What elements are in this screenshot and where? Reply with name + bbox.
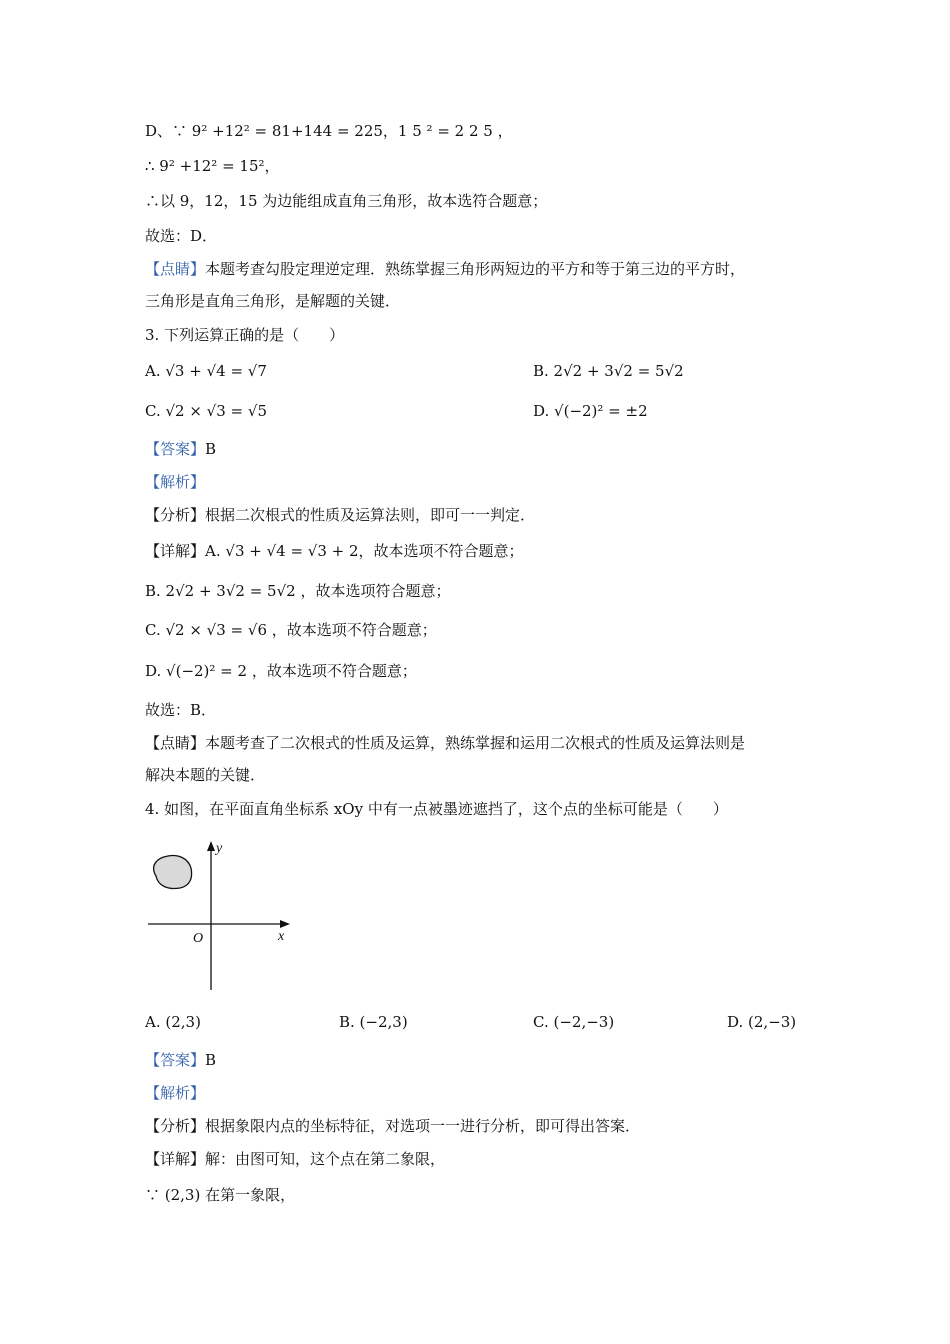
d-reason-3: ∴以 9，12，15 为边能组成直角三角形，故本选符合题意； — [145, 192, 548, 210]
q3-option-c: C. √2 × √3 = √5 — [145, 402, 267, 420]
answer-value: B — [205, 1051, 217, 1069]
xiangjie-text: 解：由图可知，这个点在第二象限， — [205, 1150, 446, 1168]
q3-note-cont: 解决本题的关键． — [145, 766, 266, 784]
q3-option-a: A. √3 + √4 = √7 — [145, 362, 267, 380]
d-reason-2: ∴ 9² +12² = 15²， — [145, 157, 280, 175]
note-q2-cont: 三角形是直角三角形，是解题的关键． — [145, 292, 401, 310]
q3-xiangjie-b: B. 2√2 + 3√2 = 5√2 ，故本选项符合题意； — [145, 582, 451, 600]
choose-d: 故选：D． — [145, 227, 218, 245]
q3-fenxi — [145, 504, 535, 526]
xiangjie-tag: 【详解】 — [145, 542, 206, 560]
q4-last-line: ∵ (2,3) 在第一象限， — [145, 1186, 296, 1204]
q4-option-a: A. (2,3) — [145, 1013, 201, 1031]
q3-xiangjie-a — [145, 540, 524, 562]
coordinate-plane-svg — [146, 838, 296, 993]
answer-tag: 【答案】 — [145, 1051, 206, 1069]
q4-option-b: B. (−2,3) — [339, 1013, 408, 1031]
x-axis-arrow — [280, 920, 290, 928]
q4-xiangjie — [145, 1148, 445, 1170]
q3-option-b: B. 2√2 + 3√2 = 5√2 — [533, 362, 684, 380]
x-axis-label: x — [278, 929, 285, 944]
q4-stem: 4. 如图，在平面直角坐标系 xOy 中有一点被墨迹遮挡了，这个点的坐标可能是（ ） — [145, 800, 728, 818]
fenxi-tag: 【分析】 — [145, 506, 206, 524]
q4-analysis-tag: 【解析】 — [145, 1084, 206, 1102]
q4-option-c: C. (−2,−3) — [533, 1013, 615, 1031]
xiangjie-tag: 【详解】 — [145, 1150, 206, 1168]
xiangjie-a-text: A. √3 + √4 = √3 + 2，故本选项不符合题意； — [205, 542, 524, 560]
y-axis-arrow — [207, 841, 215, 851]
q3-stem: 3. 下列运算正确的是（ ） — [145, 326, 345, 344]
note-text-1: 本题考查勾股定理逆定理．熟练掌握三角形两短边的平方和等于第三边的平方时， — [205, 260, 746, 278]
note-text-1: 本题考查了二次根式的性质及运算，熟练掌握和运用二次根式的性质及运算法则是 — [205, 734, 746, 752]
d-reason-1: D、∵ 9² +12² = 81+144 = 225，1 5 ² = 2 2 5 ， — [145, 122, 513, 140]
q4-fenxi — [145, 1115, 640, 1137]
note-tag: 【点睛】 — [145, 734, 206, 752]
note-tag: 【点睛】 — [145, 260, 206, 278]
note-q2 — [145, 258, 745, 280]
fenxi-text: 根据二次根式的性质及运算法则，即可一一判定． — [205, 506, 536, 524]
q3-choose: 故选：B． — [145, 701, 217, 719]
origin-label: O — [193, 931, 204, 946]
answer-tag: 【答案】 — [145, 440, 206, 458]
ink-blot — [154, 856, 192, 889]
q3-xiangjie-c: C. √2 × √3 = √6 ，故本选项不符合题意； — [145, 621, 437, 639]
answer-value: B — [205, 440, 217, 458]
q3-analysis-tag: 【解析】 — [145, 473, 206, 491]
q3-answer — [145, 438, 216, 460]
q4-option-d: D. (2,−3) — [727, 1013, 797, 1031]
q3-xiangjie-d: D. √(−2)² = 2 ，故本选项不符合题意； — [145, 662, 417, 680]
fenxi-tag: 【分析】 — [145, 1117, 206, 1135]
q3-option-d: D. √(−2)² = ±2 — [533, 402, 648, 420]
y-axis-label: y — [216, 841, 223, 856]
fenxi-text: 根据象限内点的坐标特征，对选项一一进行分析，即可得出答案． — [205, 1117, 641, 1135]
q3-note — [145, 732, 745, 754]
q4-answer — [145, 1049, 216, 1071]
coordinate-figure — [146, 838, 296, 993]
